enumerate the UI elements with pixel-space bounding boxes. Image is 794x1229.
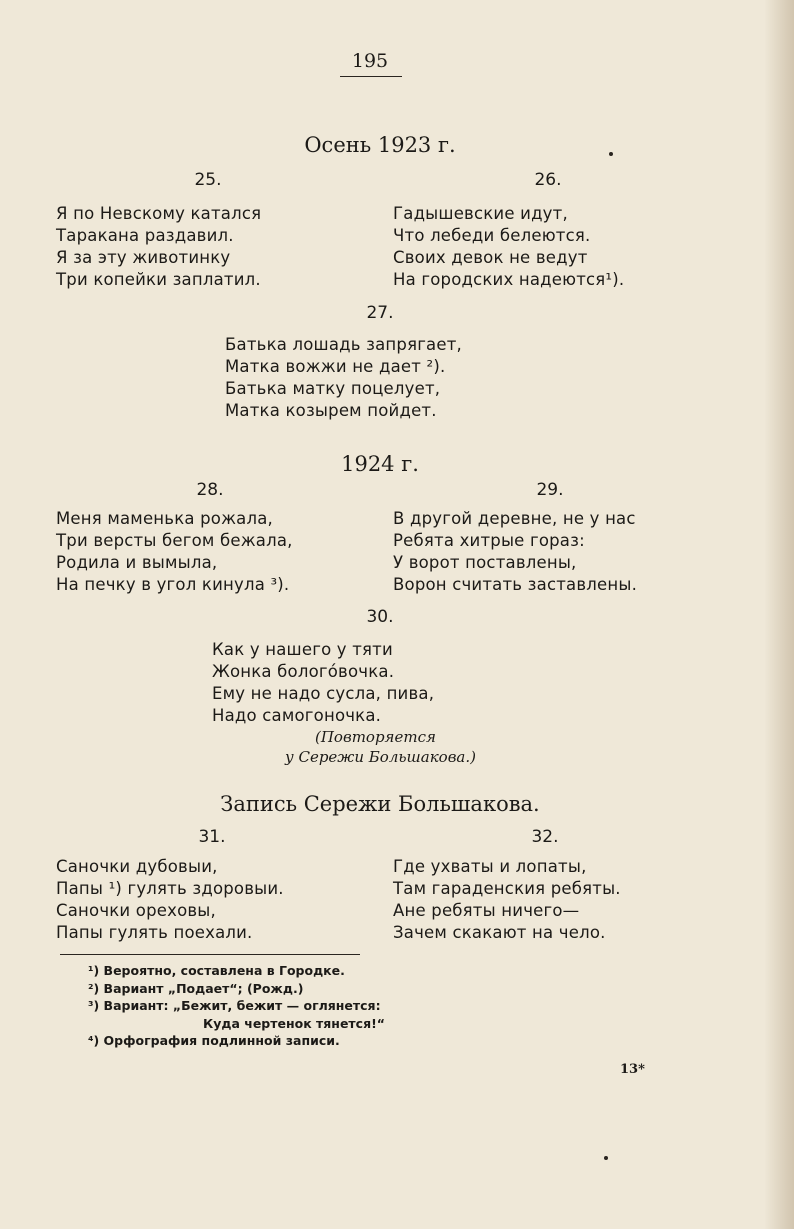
stanza-line: Гадышевские идут, [393,204,568,223]
stanza-line: Там гараденския ребяты. [393,879,621,898]
stanza-line: Ребята хитрые гораз: [393,531,585,550]
stanza-line: Папы ¹) гулять здоровыи. [56,879,284,898]
stanza-line: Три копейки заплатил. [56,270,261,289]
stanza-line: У ворот поставлены, [393,553,577,572]
stanza-number-26: 26. [534,170,562,190]
stanza-26 [393,203,624,291]
stanza-29 [393,508,637,596]
footnote-3-continued: Куда чертенок тянется!“ [203,1015,386,1031]
stanza-number-28: 28. [196,480,224,500]
footnote-rule [60,954,360,955]
stanza-number-29: 29. [536,480,564,500]
footnote-3: ³) Вариант: „Бежит, бежит — оглянется: [88,998,381,1013]
stanza-line: Я за эту животинку [56,248,231,267]
stanza-line: В другой деревне, не у нас [393,509,636,528]
stanza-number-32: 32. [531,827,559,847]
stanza-30-attribution [285,727,476,767]
stanza-28 [56,508,293,596]
stanza-line: Ему не надо сусла, пива, [212,684,435,703]
page-edge-shadow [764,0,794,1229]
footnote-4: ⁴) Орфография подлинной записи. [88,1033,340,1048]
stanza-line: На печку в угол кинула ³). [56,575,290,594]
stanza-line: Как у нашего у тяти [212,640,393,659]
stanza-32 [393,856,621,944]
stanza-line: Где ухваты и лопаты, [393,857,587,876]
stanza-number-31: 31. [198,827,226,847]
stanza-25 [56,203,261,291]
stanza-line: Саночки дубовыи, [56,857,218,876]
attribution-line: (Повторяется [315,728,436,746]
stanza-line: Батька матку поцелует, [225,379,441,398]
stanza-line: Зачем скакают на чело. [393,923,606,942]
stanza-line: Ворон считать заставлены. [393,575,638,594]
stanza-line: Родила и вымыла, [56,553,218,572]
heading-1924: 1924 г. [341,452,419,476]
stanza-31 [56,856,284,944]
page-number: 195 [351,50,389,72]
stanza-line: На городских надеются¹). [393,270,625,289]
heading-record-bolshakov: Запись Сережи Большакова. [220,792,540,816]
footnote-2: ²) Вариант „Подает“; (Рожд.) [88,980,304,996]
stanza-line: Батька лошадь запрягает, [225,335,462,354]
stanza-number-25: 25. [194,170,222,190]
stanza-line: Папы гулять поехали. [56,923,253,942]
stanza-line: Ане ребяты ничего— [393,901,580,920]
heading-autumn-1923: Осень 1923 г. [304,133,456,157]
stanza-line: Таракана раздавил. [56,226,234,245]
stanza-line: Что лебеди белеются. [393,226,591,245]
stanza-number-30: 30. [366,607,394,627]
attribution-line: у Сережи Большакова.) [285,748,476,766]
stanza-line: Жонка бологóвочка. [212,662,395,681]
printer-signature-mark: 13* [620,1062,645,1077]
stanza-line: Я по Невскому катался [56,204,262,223]
stanza-line: Саночки ореховы, [56,901,216,920]
stanza-30 [212,639,434,727]
footnote-1: ¹) Вероятно, составлена в Городке. [88,963,345,978]
stanza-line: Матка козырем пойдет. [225,401,437,420]
stanza-line: Матка вожжи не дает ²). [225,357,446,376]
stanza-line: Три версты бегом бежала, [56,531,293,550]
stanza-number-27: 27. [366,303,394,323]
stanza-27 [225,334,462,422]
stanza-line: Меня маменька рожала, [56,509,273,528]
ink-speck [609,152,613,156]
page-number-rule [340,76,402,77]
ink-speck [604,1156,608,1160]
footnotes [88,962,385,1050]
stanza-line: Надо самогоночка. [212,706,382,725]
stanza-line: Своих девок не ведут [393,248,588,267]
